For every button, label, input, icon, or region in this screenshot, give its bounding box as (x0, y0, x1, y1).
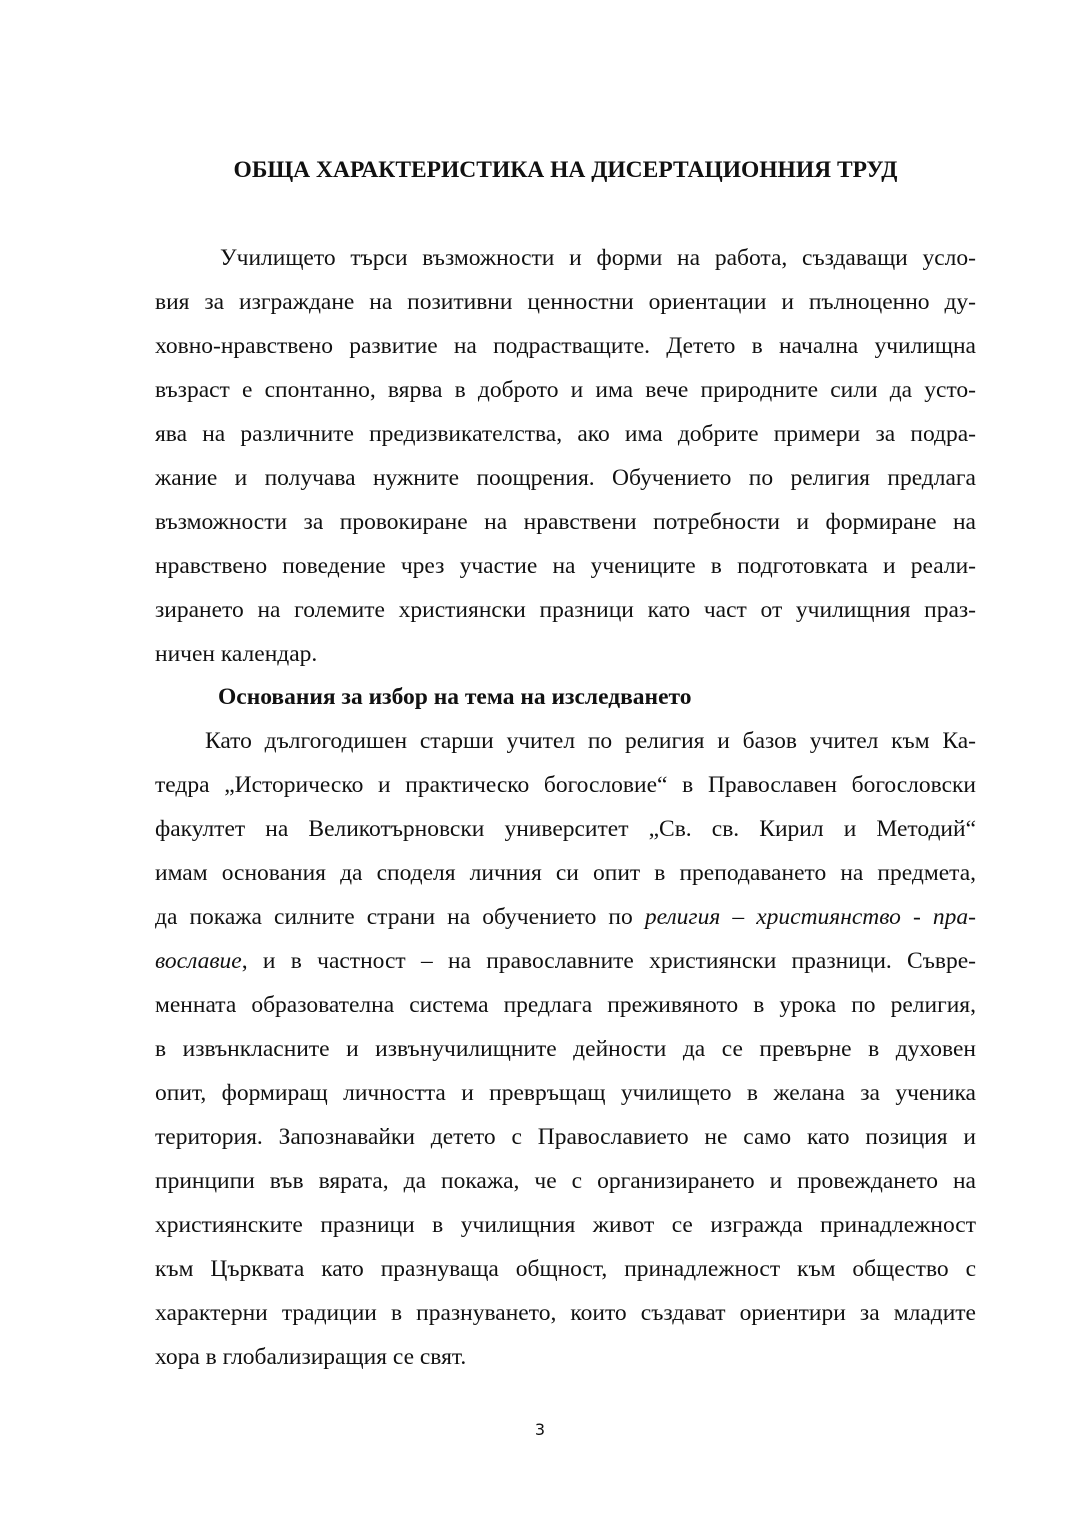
paragraph-line: ховно-нравствено развитие на подрастващите. Детето в начална училищна (155, 333, 976, 359)
paragraph-line: ява на различните предизвикателства, ако има добрите примери за подра- (155, 421, 976, 447)
paragraph-line: християнските празници в училищния живот се изгражда принадлежност (155, 1212, 976, 1238)
paragraph-line: зирането на големите християнски празници като част от училищния праз- (155, 597, 976, 623)
paragraph-line: менната образователна система предлага преживяното в урока по религия, (155, 992, 976, 1018)
section-subheading: Основания за избор на тема на изследването (218, 684, 692, 710)
paragraph-line: територия. Запознавайки детето с Православието не само като позиция и (155, 1124, 976, 1150)
paragraph-line: Като дългогодишен старши учител по религия и базов учител към Ка- (205, 728, 976, 754)
paragraph-line: факултет на Великотърновски университет „Св. св. Кирил и Методий“ (155, 816, 976, 842)
paragraph-line: жание и получава нужните поощрения. Обучението по религия предлага (155, 465, 976, 491)
paragraph-line: възраст е спонтанно, вярва в доброто и има вече природните сили да усто- (155, 377, 976, 403)
paragraph-line (155, 900, 976, 934)
paragraph-line: в извънкласните и извънучилищните дейности да се превърне в духовен (155, 1036, 976, 1062)
paragraph-line: вия за изграждане на позитивни ценностни ориентации и пълноценно ду- (155, 289, 976, 315)
paragraph-line: възможности за провокиране на нравствени потребности и формиране на (155, 509, 976, 535)
paragraph-line: Училището търси възможности и форми на работа, създаващи усло- (220, 245, 976, 271)
paragraph-line: принципи във вярата, да покажа, че с организирането и провеждането на (155, 1168, 976, 1194)
page-title: ОБЩА ХАРАКТЕРИСТИКА НА ДИСЕРТАЦИОННИЯ ТРУД (233, 157, 898, 183)
paragraph-line: към Църквата като празнуваща общност, принадлежност към общество с (155, 1256, 976, 1282)
paragraph-line: ничен календар. (155, 641, 318, 667)
paragraph-line: хора в глобализиращия се свят. (155, 1344, 467, 1370)
line-text: , и в частност – на православните християнски празници. Съвре- (241, 948, 976, 974)
page-number: 3 (534, 1420, 546, 1439)
paragraph-line: характерни традиции в празнуването, които създават ориентири за младите (155, 1300, 976, 1326)
paragraph-line (155, 944, 976, 978)
italic-term: вославие (155, 948, 242, 974)
line-text: да покажа силните страни на обучението по (155, 904, 645, 930)
paragraph-line: опит, формиращ личността и превръщащ училището в желана за ученика (155, 1080, 976, 1106)
italic-term: религия – християнство - пра- (644, 904, 976, 930)
paragraph-line: имам основания да споделя личния си опит в преподаването на предмета, (155, 860, 976, 886)
paragraph-line: нравствено поведение чрез участие на учениците в подготовката и реали- (155, 553, 976, 579)
paragraph-line: тедра „Историческо и практическо богословие“ в Православен богословски (155, 772, 976, 798)
